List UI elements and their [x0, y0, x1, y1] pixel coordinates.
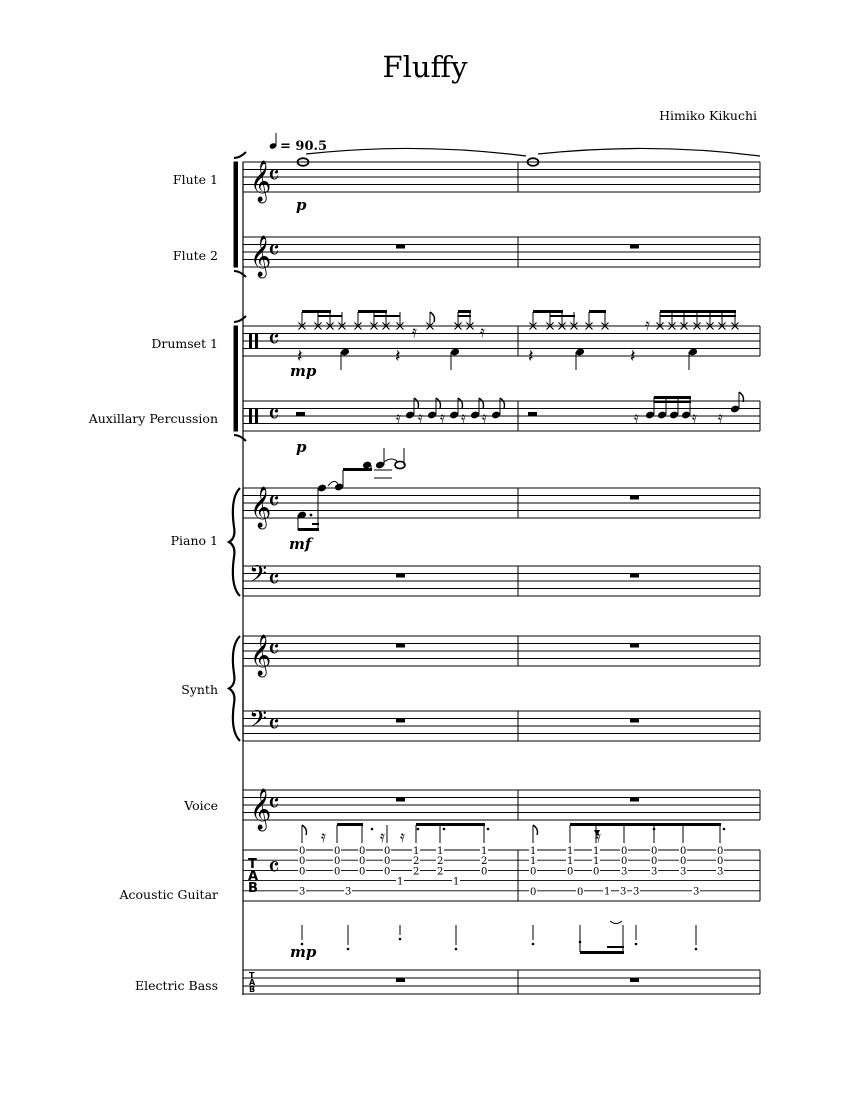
guitar-tab-fret-number: 3: [651, 866, 658, 878]
guitar-tab-fret-number: 0: [651, 846, 658, 857]
tempo-marking-value: = 90.5: [280, 139, 328, 154]
aux-sixteenth-rest: 𝄿: [440, 408, 445, 427]
guitar-tab-fret-number: 1: [530, 856, 537, 868]
guitar-sixteenth-rest: 𝄿: [380, 827, 385, 846]
guitar-tab-fret-number: 1: [567, 846, 574, 857]
guitar-tab-fret-number: 2: [437, 856, 444, 868]
guitar-time-signature-glyph: 𝄴: [268, 853, 280, 883]
guitar-tab-fret-number: 1: [437, 846, 444, 857]
aux-sixteenth-rest: 𝄿: [482, 408, 487, 427]
guitar-tab-fret-number: 0: [384, 856, 391, 868]
drumset-hihat-beam: [533, 310, 563, 313]
piano-time-signature-glyph: 𝄴: [268, 487, 280, 517]
guitar-tab-fret-number: 0: [621, 846, 628, 857]
guitar-tab-fret-number: 1: [453, 876, 460, 888]
aux-time-signature-glyph: 𝄴: [268, 400, 280, 430]
bass-tab-clef-letter: A: [249, 978, 256, 987]
guitar-tab-fret-number: 0: [567, 866, 574, 878]
instrument-label-voice: Voice: [184, 798, 218, 813]
guitar-tab-lower-beam: [580, 951, 624, 954]
guitar-tab-clef-letter: B: [248, 881, 258, 896]
aux-m1-half-rest: [296, 412, 305, 416]
aux-note-beam: [654, 401, 691, 403]
instrument-label-drumset-1: Drumset 1: [151, 336, 218, 351]
guitar-tab-fret-number: 0: [334, 866, 341, 878]
guitar-staccato-dot: [635, 943, 638, 946]
drumset-sixteenth-rest: 𝄿: [480, 322, 485, 341]
drumset-hihat-beam: [697, 310, 736, 313]
guitar-tab-fret-number: 3: [620, 886, 627, 898]
instrument-label-piano-1: Piano 1: [170, 533, 218, 548]
aux-note-flag: [414, 398, 419, 408]
drumset-hihat-beam: [458, 315, 471, 317]
synth-whole-rest: [630, 719, 639, 723]
composer-name: Himiko Kikuchi: [659, 108, 757, 123]
flute-2-m1-whole-rest: [396, 245, 405, 249]
guitar-tab-fret-number: 0: [334, 856, 341, 868]
guitar-sixteenth-rest: 𝄿: [321, 827, 326, 846]
aux-note-flag: [739, 392, 744, 402]
percussion-group-bracket: [234, 326, 238, 431]
guitar-tab-fret-number: 2: [437, 866, 444, 878]
instrument-label-synth: Synth: [181, 682, 218, 697]
guitar-tab-fret-number: 3: [680, 866, 687, 878]
aux-sixteenth-rest: 𝄿: [634, 408, 639, 427]
drumset-hihat-beam: [358, 310, 387, 313]
voice-treble-clef: 𝄞: [250, 789, 272, 830]
bass-tab-clef-letter: B: [249, 985, 256, 994]
drumset-hihat-beam: [302, 310, 331, 313]
synth-time-signature-glyph: 𝄴: [268, 710, 280, 740]
guitar-staccato-dot: [417, 828, 420, 831]
guitar-tab-fret-number: 0: [299, 846, 306, 857]
voice-m1-whole-rest: [396, 798, 405, 802]
synth-bass-clef: 𝄢: [249, 705, 268, 738]
guitar-tab-fret-number: 3: [693, 886, 700, 898]
guitar-tab-fret-number: 0: [359, 856, 366, 868]
guitar-tab-fret-number: 0: [359, 846, 366, 857]
guitar-tab-fret-number: 0: [680, 846, 687, 857]
piano-treble-beam: [312, 523, 319, 525]
drumset-hihat-beam: [660, 315, 697, 317]
guitar-staccato-dot: [723, 828, 726, 831]
guitar-staccato-dot: [443, 828, 446, 831]
synth-treble-clef: 𝄞: [250, 635, 272, 676]
piano-treble-beam: [298, 528, 319, 531]
guitar-tab-fret-number: 2: [481, 856, 488, 868]
aux-sixteenth-rest: 𝄿: [692, 408, 697, 427]
guitar-tab-fret-number: 0: [359, 866, 366, 878]
drumset-hihat-beam: [458, 310, 471, 313]
guitar-tab-fret-number: 0: [299, 856, 306, 868]
synth-time-signature-glyph: 𝄴: [268, 635, 280, 665]
guitar-tab-fret-number: 2: [413, 866, 420, 878]
synth-whole-rest: [630, 644, 639, 648]
guitar-tab-fret-number: 0: [621, 856, 628, 868]
piano-treble-clef: 𝄞: [250, 487, 272, 528]
piano-bass-m1-whole-rest: [396, 574, 405, 578]
guitar-staccato-dot: [455, 948, 458, 951]
aux-note-flag: [436, 398, 441, 408]
guitar-tab-fret-number: 0: [334, 846, 341, 857]
guitar-staccato-dot: [487, 828, 490, 831]
drumset-quarter-rest: 𝄽: [528, 346, 534, 367]
voice-time-signature-glyph: 𝄴: [268, 789, 280, 819]
flute-1-dynamic-marking: p: [296, 196, 307, 214]
drumset-quarter-rest: 𝄽: [395, 346, 401, 367]
bass-tab-clef-letter: T: [249, 971, 255, 980]
drumset-hihat-beam: [550, 315, 575, 317]
flute-2-time-signature-glyph: 𝄴: [268, 236, 280, 266]
guitar-tab-upper-beam: [337, 823, 363, 826]
guitar-tab-flag: [302, 825, 307, 835]
guitar-tab-fret-number: 1: [593, 846, 600, 857]
drumset-hihat-flag: [430, 312, 435, 322]
drumset-hihat-beam: [589, 310, 606, 313]
guitar-tab-fret-number: 1: [593, 856, 600, 868]
drumset-sixteenth-rest: 𝄿: [412, 322, 417, 341]
guitar-tab-fret-number: 0: [680, 856, 687, 868]
guitar-tab-flag: [533, 825, 538, 835]
guitar-tab-upper-beam: [570, 823, 721, 826]
guitar-staccato-dot: [653, 828, 656, 831]
aux-m2-half-rest: [528, 412, 537, 416]
guitar-tab-fret-number: 0: [577, 886, 584, 898]
guitar-tab-lower-beam: [607, 946, 624, 948]
guitar-staccato-dot: [371, 828, 374, 831]
drumset-quarter-rest: 𝄽: [630, 346, 636, 367]
guitar-staccato-dot: [399, 938, 402, 941]
guitar-tab-fret-number: 1: [481, 846, 488, 857]
guitar-tab-fret-number: 3: [621, 866, 628, 878]
drumset-sixteenth-rest: 𝄿: [645, 315, 650, 334]
flutes-group-bracket: [234, 162, 238, 267]
instrument-label-auxillary-percussion: Auxillary Percussion: [88, 411, 218, 426]
guitar-tab-fret-number: 0: [593, 866, 600, 878]
aux-note-flag: [458, 398, 463, 408]
guitar-tab-fret-number: 3: [299, 886, 306, 898]
drumset-percussion-clef-bar: [255, 334, 258, 349]
instrument-label-electric-bass: Electric Bass: [135, 978, 218, 993]
score-title: Fluffy: [382, 50, 468, 84]
guitar-staccato-dot: [532, 943, 535, 946]
aux-sixteenth-rest: 𝄿: [396, 408, 401, 427]
guitar-dynamic-marking: mp: [290, 943, 317, 961]
piano-treble-m2-whole-rest: [630, 496, 639, 500]
drumset-hihat-beam: [318, 315, 342, 317]
drumset-quarter-rest: 𝄽: [297, 346, 303, 367]
guitar-tab-fret-number: 3: [633, 886, 640, 898]
flute-1-tie: [538, 148, 760, 156]
flute-2-treble-clef: 𝄞: [250, 236, 272, 277]
piano-tie: [384, 459, 398, 462]
guitar-tab-fret-number: 1: [530, 846, 537, 857]
guitar-tab-fret-number: 1: [413, 846, 420, 857]
guitar-tab-fret-number: 0: [384, 846, 391, 857]
guitar-tab-fret-number: 0: [384, 866, 391, 878]
guitar-tab-clef-letter: T: [248, 857, 257, 872]
guitar-sixteenth-rest: 𝄿: [596, 827, 601, 846]
guitar-tie: [610, 921, 622, 924]
synth-whole-rest: [396, 644, 405, 648]
guitar-tab-fret-number: 1: [604, 886, 611, 898]
drumset-dynamic-marking: mp: [290, 362, 317, 380]
guitar-tab-fret-number: 2: [413, 856, 420, 868]
flute-1-time-signature-glyph: 𝄴: [268, 161, 280, 191]
guitar-tab-fret-number: 1: [397, 876, 404, 888]
aux-note-beam: [654, 396, 691, 399]
guitar-staccato-dot: [695, 948, 698, 951]
guitar-staccato-dot: [579, 941, 582, 944]
piano-brace: [229, 488, 240, 596]
guitar-tab-fret-number: 3: [717, 866, 724, 878]
piano-dynamic-marking: mf: [289, 535, 312, 553]
voice-m2-whole-rest: [630, 798, 639, 802]
synth-whole-rest: [396, 719, 405, 723]
guitar-tab-fret-number: 0: [530, 886, 537, 898]
guitar-tab-fret-number: 0: [717, 846, 724, 857]
bass-whole-rest: [396, 978, 405, 982]
guitar-tab-fret-number: 1: [567, 856, 574, 868]
drumset-hihat-beam: [374, 315, 400, 317]
flute-2-m2-whole-rest: [630, 245, 639, 249]
aux-sixteenth-rest: 𝄿: [461, 408, 466, 427]
instrument-label-flute-2: Flute 2: [172, 248, 218, 263]
piano-dot: [310, 514, 313, 517]
guitar-tab-fret-number: 0: [651, 856, 658, 868]
guitar-tab-fret-number: 0: [481, 866, 488, 878]
aux-note-flag: [500, 398, 505, 408]
aux-sixteenth-rest: 𝄿: [418, 408, 423, 427]
guitar-tab-upper-beam: [416, 823, 485, 826]
piano-bass-m2-whole-rest: [630, 574, 639, 578]
guitar-tab-clef-letter: A: [248, 869, 259, 884]
flute-1-treble-clef: 𝄞: [250, 161, 272, 202]
guitar-staccato-dot: [347, 948, 350, 951]
guitar-tab-fret-number: 3: [345, 886, 352, 898]
guitar-tab-fret-number: 0: [717, 856, 724, 868]
drumset-hihat-beam: [697, 315, 736, 317]
instrument-label-flute-1: Flute 1: [172, 172, 218, 187]
guitar-sixteenth-rest: 𝄿: [400, 827, 405, 846]
guitar-tab-fret-number: 0: [299, 866, 306, 878]
synth-brace: [229, 636, 240, 741]
aux-sixteenth-rest: 𝄿: [718, 408, 723, 427]
aux-dynamic-marking: p: [296, 438, 307, 456]
piano-treble-beam: [343, 468, 372, 471]
aux-percussion-clef-bar: [249, 409, 252, 424]
drumset-hihat-beam: [660, 310, 697, 313]
bass-whole-rest: [630, 978, 639, 982]
drumset-time-signature-glyph: 𝄴: [268, 325, 280, 355]
piano-time-signature-glyph: 𝄴: [268, 565, 280, 595]
aux-note-flag: [479, 398, 484, 408]
instrument-label-acoustic-guitar: Acoustic Guitar: [119, 887, 218, 902]
piano-bass-clef: 𝄢: [249, 560, 268, 593]
flute-1-tie: [306, 148, 526, 156]
drumset-percussion-clef-bar: [249, 334, 252, 349]
guitar-tab-fret-number: 0: [530, 866, 537, 878]
aux-percussion-clef-bar: [255, 409, 258, 424]
